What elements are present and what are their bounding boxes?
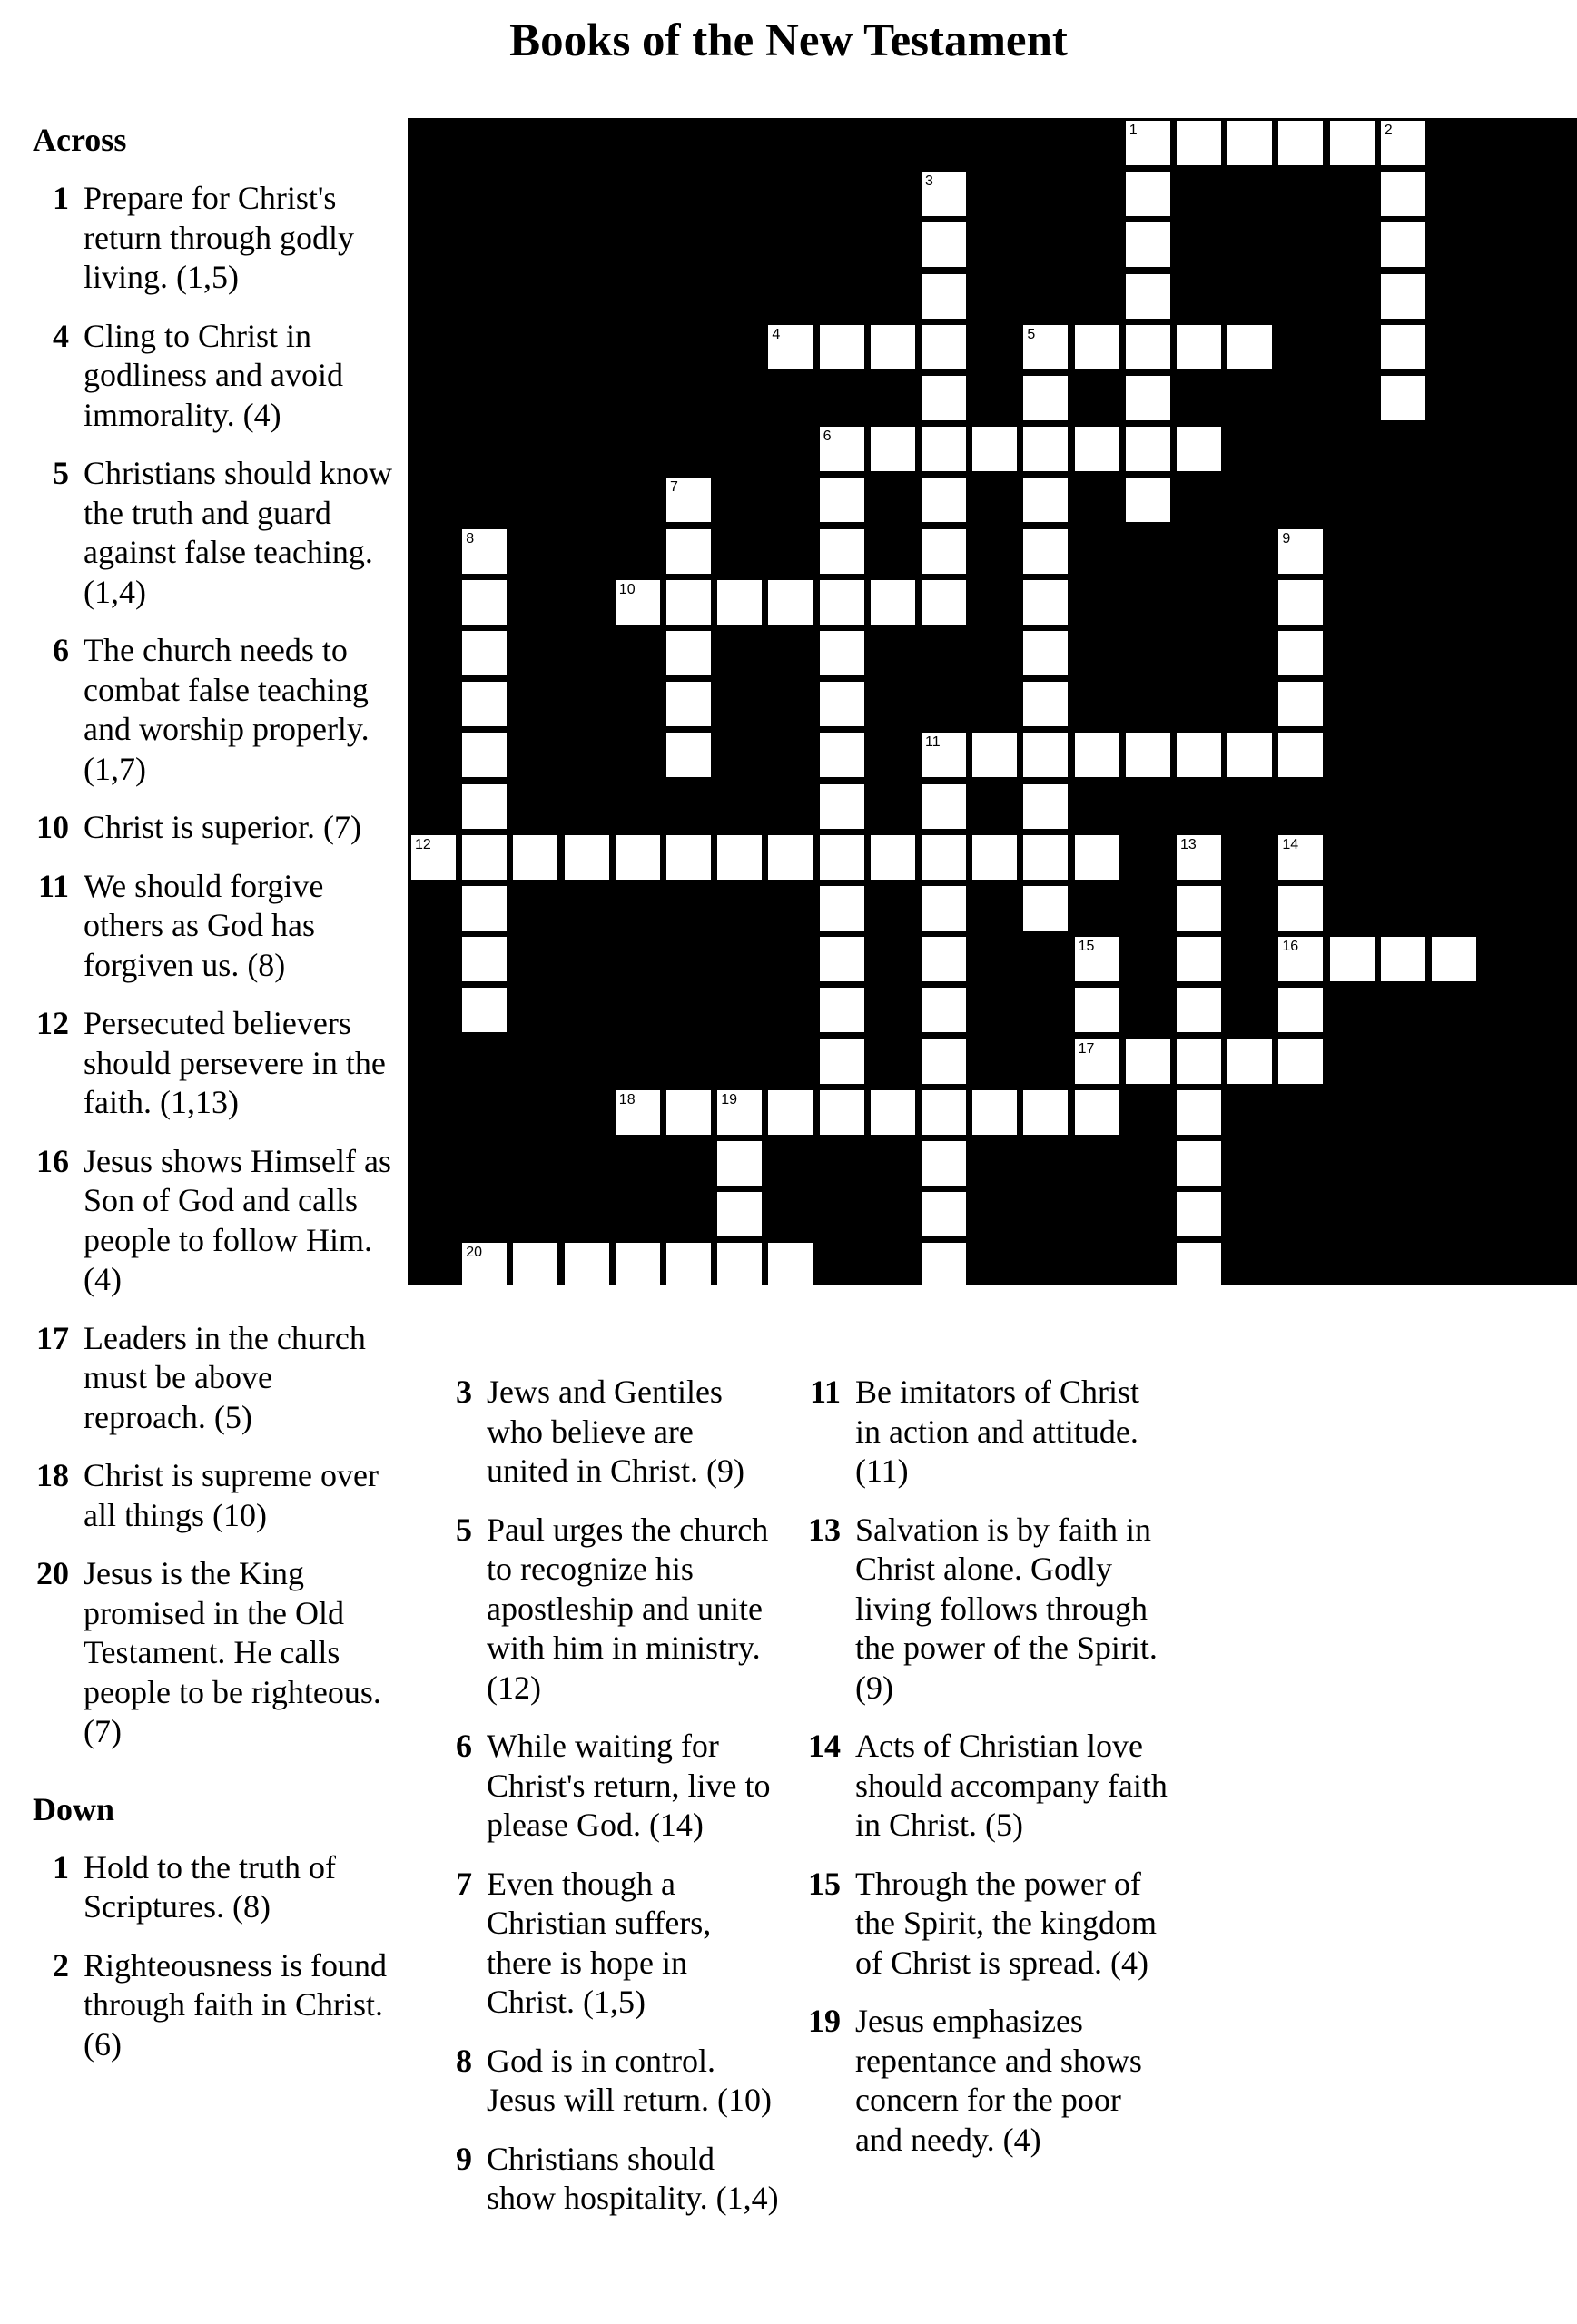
clue-across-18 <box>33 1456 396 1535</box>
grid-cell[interactable] <box>820 988 864 1032</box>
grid-cell[interactable] <box>820 937 864 981</box>
grid-cell[interactable] <box>1278 682 1323 726</box>
grid-cell[interactable] <box>972 733 1017 777</box>
grid-cell[interactable] <box>717 835 762 880</box>
grid-cell[interactable] <box>1023 835 1068 880</box>
grid-clue-number: 10 <box>618 581 636 597</box>
clue-text: Jews and Gentiles who believe are united in Christ. (9) <box>487 1374 744 1489</box>
grid-clue-number: 12 <box>415 836 431 852</box>
clue-text: Be imitators of Christ in action and attitude. (11) <box>855 1374 1139 1489</box>
grid-cell[interactable] <box>1126 733 1170 777</box>
grid-clue-number: 4 <box>772 326 781 342</box>
grid-cell[interactable] <box>1126 172 1170 216</box>
grid-cell[interactable] <box>462 835 507 880</box>
clue-number: 1 <box>53 1848 69 1886</box>
grid-cell[interactable] <box>820 1039 864 1084</box>
grid-cell[interactable] <box>1177 835 1221 880</box>
grid-cell[interactable] <box>462 1243 507 1287</box>
grid-cell[interactable] <box>1075 325 1119 369</box>
clue-text: Righteousness is found through faith in Christ. (6) <box>84 1946 388 2063</box>
grid-cell[interactable] <box>462 886 507 931</box>
grid-cell[interactable] <box>1075 733 1119 777</box>
grid-cell[interactable] <box>922 1243 966 1287</box>
down-heading: Down <box>33 1790 115 1827</box>
grid-clue-number: 16 <box>1282 939 1299 955</box>
grid-clue-number: 7 <box>670 479 678 496</box>
clue-down-3 <box>436 1373 781 1492</box>
grid-cell[interactable] <box>820 478 864 522</box>
grid-cell[interactable] <box>1126 274 1170 319</box>
clue-text: Jesus shows Himself as Son of God and calls people to follow Him. (4) <box>84 1142 391 1297</box>
grid-cell[interactable] <box>616 1243 660 1287</box>
clue-down-15 <box>804 1865 1168 1984</box>
clue-text: The church needs to combat false teaching and worship properly. (1,7) <box>84 632 370 787</box>
grid-cell[interactable] <box>1075 1090 1119 1135</box>
grid-cell[interactable] <box>1023 631 1068 675</box>
down-clue-list-part-2 <box>436 1373 781 2219</box>
clue-across-4 <box>33 317 396 436</box>
clue-number: 10 <box>36 809 69 845</box>
clue-text: Christians should show hospitality. (1,4) <box>487 2140 779 2216</box>
grid-cell[interactable] <box>871 325 915 369</box>
grid-cell[interactable] <box>1075 988 1119 1032</box>
grid-cell[interactable] <box>565 1243 609 1287</box>
clue-number: 6 <box>456 1728 472 1764</box>
grid-cell[interactable] <box>871 580 915 625</box>
grid-cell[interactable] <box>666 478 711 522</box>
grid-cell[interactable] <box>1023 1090 1068 1135</box>
grid-cell[interactable] <box>1177 1090 1221 1135</box>
grid-cell[interactable] <box>1177 937 1221 981</box>
grid-cell[interactable] <box>1023 427 1068 471</box>
grid-cell[interactable] <box>1381 376 1425 420</box>
grid-cell[interactable] <box>922 1192 966 1236</box>
grid-cell[interactable] <box>1278 988 1323 1032</box>
clue-text: Hold to the truth of Scriptures. (8) <box>84 1848 336 1925</box>
grid-cell[interactable] <box>717 1141 762 1186</box>
clue-number: 19 <box>808 2003 841 2039</box>
grid-cell[interactable] <box>666 529 711 574</box>
clue-number: 3 <box>456 1374 472 1410</box>
grid-cell[interactable] <box>1177 121 1221 165</box>
clue-number: 5 <box>53 455 69 491</box>
grid-cell[interactable] <box>922 529 966 574</box>
grid-cell[interactable] <box>1177 325 1221 369</box>
grid-clue-number: 17 <box>1078 1040 1095 1057</box>
grid-cell[interactable] <box>922 580 966 625</box>
grid-cell[interactable] <box>820 631 864 675</box>
grid-cell[interactable] <box>1177 1192 1221 1236</box>
grid-cell[interactable] <box>1432 937 1476 981</box>
clue-text: Cling to Christ in godliness and avoid immorality. (4) <box>84 317 343 433</box>
grid-cell[interactable] <box>666 1090 711 1135</box>
clue-text: Acts of Christian love should accompany faith in Christ. (5) <box>855 1728 1168 1843</box>
grid-clue-number: 20 <box>466 1245 482 1261</box>
grid-cell[interactable] <box>1330 937 1375 981</box>
grid-clue-number: 6 <box>823 428 832 445</box>
clue-number: 16 <box>36 1142 69 1179</box>
clue-text: Christians should know the truth and guard against false teaching. (1,4) <box>84 455 393 610</box>
grid-cell[interactable] <box>1126 222 1170 267</box>
grid-cell[interactable] <box>820 682 864 726</box>
clue-number: 12 <box>36 1005 69 1041</box>
grid-cell[interactable] <box>1177 1141 1221 1186</box>
grid-cell[interactable] <box>1126 325 1170 369</box>
clue-number: 20 <box>36 1555 69 1591</box>
clue-number: 5 <box>456 1511 472 1548</box>
grid-cell[interactable] <box>1075 835 1119 880</box>
clue-across-10 <box>33 808 396 848</box>
grid-cell[interactable] <box>922 478 966 522</box>
grid-cell[interactable] <box>717 1192 762 1236</box>
grid-cell[interactable] <box>666 1243 711 1287</box>
clue-number: 1 <box>53 180 69 216</box>
grid-cell[interactable] <box>1177 427 1221 471</box>
clue-down-9 <box>436 2140 781 2219</box>
clue-column-right <box>804 1373 1168 2179</box>
grid-cell[interactable] <box>1075 937 1119 981</box>
clue-text: Even though a Christian suffers, there is hope in Christ. (1,5) <box>487 1865 712 2020</box>
grid-cell[interactable] <box>616 1090 660 1135</box>
grid-cell[interactable] <box>972 427 1017 471</box>
clue-text: Persecuted believers should persevere in the faith. (1,13) <box>84 1005 386 1120</box>
grid-cell[interactable] <box>462 682 507 726</box>
grid-clue-number: 14 <box>1282 836 1299 852</box>
down-clue-list-part-3 <box>804 1373 1168 2160</box>
clue-number: 14 <box>808 1728 841 1764</box>
grid-cell[interactable] <box>1023 784 1068 829</box>
grid-cell[interactable] <box>1278 886 1323 931</box>
clue-text: Salvation is by faith in Christ alone. Godly living follows through the power of the Spirit. (9) <box>855 1511 1158 1706</box>
grid-cell[interactable] <box>1023 886 1068 931</box>
grid-cell[interactable] <box>1278 580 1323 625</box>
clue-text: God is in control. Jesus will return. (10) <box>487 2042 772 2118</box>
grid-cell[interactable] <box>972 1090 1017 1135</box>
clue-text: While waiting for Christ's return, live to please God. (14) <box>487 1728 771 1843</box>
across-heading: Across <box>33 122 127 158</box>
grid-cell[interactable] <box>871 835 915 880</box>
grid-cell[interactable] <box>1381 325 1425 369</box>
grid-cell[interactable] <box>922 784 966 829</box>
grid-cell[interactable] <box>1177 733 1221 777</box>
grid-cell[interactable] <box>1126 427 1170 471</box>
grid-cell[interactable] <box>820 733 864 777</box>
clue-number: 9 <box>456 2140 472 2177</box>
clue-number: 11 <box>37 867 69 904</box>
grid-cell[interactable] <box>922 1090 966 1135</box>
clue-down-8 <box>436 2042 781 2121</box>
clue-number: 7 <box>456 1865 472 1902</box>
grid-cell[interactable] <box>922 427 966 471</box>
grid-cell[interactable] <box>1075 1039 1119 1084</box>
grid-cell[interactable] <box>1023 376 1068 420</box>
grid-cell[interactable] <box>462 988 507 1032</box>
clue-number: 11 <box>809 1374 841 1410</box>
clue-down-14 <box>804 1727 1168 1846</box>
clue-down-11 <box>804 1373 1168 1492</box>
grid-cell[interactable] <box>717 580 762 625</box>
crossword-grid <box>408 118 1577 1285</box>
clue-number: 17 <box>36 1319 69 1356</box>
grid-cell[interactable] <box>1278 1039 1323 1084</box>
grid-cell[interactable] <box>871 1090 915 1135</box>
grid-cell[interactable] <box>1177 1039 1221 1084</box>
grid-cell[interactable] <box>666 580 711 625</box>
grid-cell[interactable] <box>922 1039 966 1084</box>
clue-number: 2 <box>53 1946 69 1984</box>
grid-cell[interactable] <box>616 580 660 625</box>
grid-clue-number: 1 <box>1129 123 1138 138</box>
grid-clue-number: 15 <box>1078 939 1095 955</box>
grid-cell[interactable] <box>462 631 507 675</box>
grid-cell[interactable] <box>666 733 711 777</box>
down-clue-list-part-1 <box>33 1848 396 2065</box>
grid-cell[interactable] <box>1075 427 1119 471</box>
grid-cell[interactable] <box>1227 1039 1272 1084</box>
grid-clue-number: 11 <box>925 734 941 751</box>
clue-number: 13 <box>808 1511 841 1548</box>
grid-cell[interactable] <box>717 1243 762 1287</box>
clue-column-left <box>33 121 396 2083</box>
grid-cell[interactable] <box>1023 325 1068 369</box>
grid-cell[interactable] <box>820 835 864 880</box>
grid-cell[interactable] <box>768 835 813 880</box>
clue-across-6 <box>33 631 396 789</box>
grid-clue-number: 8 <box>466 530 475 547</box>
clue-across-12 <box>33 1004 396 1123</box>
clue-number: 8 <box>456 2042 472 2079</box>
grid-cell[interactable] <box>922 1141 966 1186</box>
grid-cell[interactable] <box>1023 478 1068 522</box>
grid-cell[interactable] <box>1381 274 1425 319</box>
clue-down-7 <box>436 1865 781 2023</box>
grid-cell[interactable] <box>820 1090 864 1135</box>
grid-cell[interactable] <box>972 835 1017 880</box>
clue-text: Jesus emphasizes repentance and shows concern for the poor and needy. (4) <box>855 2003 1142 2158</box>
grid-cell[interactable] <box>922 886 966 931</box>
clue-down-6 <box>436 1727 781 1846</box>
grid-cell[interactable] <box>1278 631 1323 675</box>
across-clue-list <box>33 179 396 1752</box>
grid-cell[interactable] <box>922 376 966 420</box>
grid-cell[interactable] <box>666 835 711 880</box>
grid-cell[interactable] <box>820 784 864 829</box>
grid-cell[interactable] <box>462 580 507 625</box>
grid-cell[interactable] <box>922 172 966 216</box>
grid-cell[interactable] <box>768 1090 813 1135</box>
clue-text: Prepare for Christ's return through godly living. (1,5) <box>84 180 354 295</box>
clue-text: Christ is supreme over all things (10) <box>84 1457 379 1533</box>
grid-clue-number: 9 <box>1282 530 1291 547</box>
clue-text: Leaders in the church must be above reproach. (5) <box>84 1319 366 1435</box>
grid-clue-number: 19 <box>721 1091 737 1108</box>
clue-down-1 <box>33 1848 396 1927</box>
clue-across-20 <box>33 1554 396 1752</box>
grid-clue-number: 13 <box>1180 836 1197 852</box>
grid-cell[interactable] <box>768 1243 813 1287</box>
grid-cell[interactable] <box>922 274 966 319</box>
grid-cell[interactable] <box>1126 376 1170 420</box>
clue-number: 15 <box>808 1865 841 1902</box>
clue-across-11 <box>33 867 396 986</box>
grid-cell[interactable] <box>1278 529 1323 574</box>
clue-down-13 <box>804 1511 1168 1709</box>
grid-cell[interactable] <box>411 835 456 880</box>
clue-column-middle <box>436 1373 781 2238</box>
clue-text: Through the power of the Spirit, the kingdom of Christ is spread. (4) <box>855 1865 1157 1981</box>
grid-cell[interactable] <box>820 427 864 471</box>
grid-cell[interactable] <box>1381 937 1425 981</box>
grid-cell[interactable] <box>922 988 966 1032</box>
clue-text: Christ is superior. (7) <box>84 809 361 845</box>
grid-cell[interactable] <box>922 325 966 369</box>
grid-cell[interactable] <box>1177 886 1221 931</box>
grid-cell[interactable] <box>1227 325 1272 369</box>
grid-cell[interactable] <box>1278 733 1323 777</box>
grid-cell[interactable] <box>1227 733 1272 777</box>
grid-cell[interactable] <box>1023 682 1068 726</box>
grid-cell[interactable] <box>820 886 864 931</box>
clue-number: 18 <box>36 1457 69 1493</box>
grid-cell[interactable] <box>1023 733 1068 777</box>
clue-down-2 <box>33 1946 396 2065</box>
grid-clue-number: 18 <box>618 1091 636 1108</box>
clue-across-1 <box>33 179 396 298</box>
grid-cell[interactable] <box>1126 478 1170 522</box>
grid-cell[interactable] <box>1177 1243 1221 1287</box>
grid-cell[interactable] <box>922 937 966 981</box>
grid-cell[interactable] <box>871 427 915 471</box>
grid-cell[interactable] <box>1278 835 1323 880</box>
grid-cell[interactable] <box>717 1090 762 1135</box>
grid-cell[interactable] <box>666 631 711 675</box>
grid-cell[interactable] <box>1381 172 1425 216</box>
grid-cell[interactable] <box>1126 121 1170 165</box>
grid-cell[interactable] <box>1330 121 1375 165</box>
grid-cell[interactable] <box>768 580 813 625</box>
grid-cell[interactable] <box>513 835 557 880</box>
grid-cell[interactable] <box>768 325 813 369</box>
grid-cell[interactable] <box>1177 988 1221 1032</box>
clue-number: 4 <box>53 317 69 354</box>
grid-cell[interactable] <box>820 529 864 574</box>
grid-cell[interactable] <box>820 325 864 369</box>
grid-cell[interactable] <box>922 733 966 777</box>
grid-cell[interactable] <box>1126 1039 1170 1084</box>
grid-cell[interactable] <box>1381 121 1425 165</box>
grid-cell[interactable] <box>462 529 507 574</box>
clue-text: Jesus is the King promised in the Old Testament. He calls people to be righteous. (7) <box>84 1555 381 1749</box>
clue-across-16 <box>33 1142 396 1300</box>
grid-cell[interactable] <box>1023 580 1068 625</box>
grid-cell[interactable] <box>616 835 660 880</box>
grid-cell[interactable] <box>513 1243 557 1287</box>
grid-cell[interactable] <box>1381 222 1425 267</box>
grid-clue-number: 5 <box>1027 326 1036 342</box>
grid-cell[interactable] <box>1278 121 1323 165</box>
clue-across-5 <box>33 454 396 612</box>
page-title: Books of the New Testament <box>509 15 1068 66</box>
clue-text: We should forgive others as God has forgiven us. (8) <box>84 867 324 983</box>
grid-cell[interactable] <box>922 222 966 267</box>
grid-cell[interactable] <box>666 682 711 726</box>
clue-down-19 <box>804 2002 1168 2160</box>
grid-clue-number: 2 <box>1384 123 1393 138</box>
grid-cell[interactable] <box>820 580 864 625</box>
grid-cell[interactable] <box>922 835 966 880</box>
clue-down-5 <box>436 1511 781 1709</box>
grid-clue-number: 3 <box>925 173 933 190</box>
grid-cell[interactable] <box>462 937 507 981</box>
grid-cell[interactable] <box>1278 937 1323 981</box>
grid-cell[interactable] <box>565 835 609 880</box>
grid-cell[interactable] <box>1023 529 1068 574</box>
clue-across-17 <box>33 1319 396 1438</box>
clue-number: 6 <box>53 632 69 668</box>
grid-cell[interactable] <box>462 784 507 829</box>
grid-cell[interactable] <box>462 733 507 777</box>
grid-cell[interactable] <box>1227 121 1272 165</box>
clue-text: Paul urges the church to recognize his apostleship and unite with him in ministry. (12) <box>487 1511 769 1706</box>
